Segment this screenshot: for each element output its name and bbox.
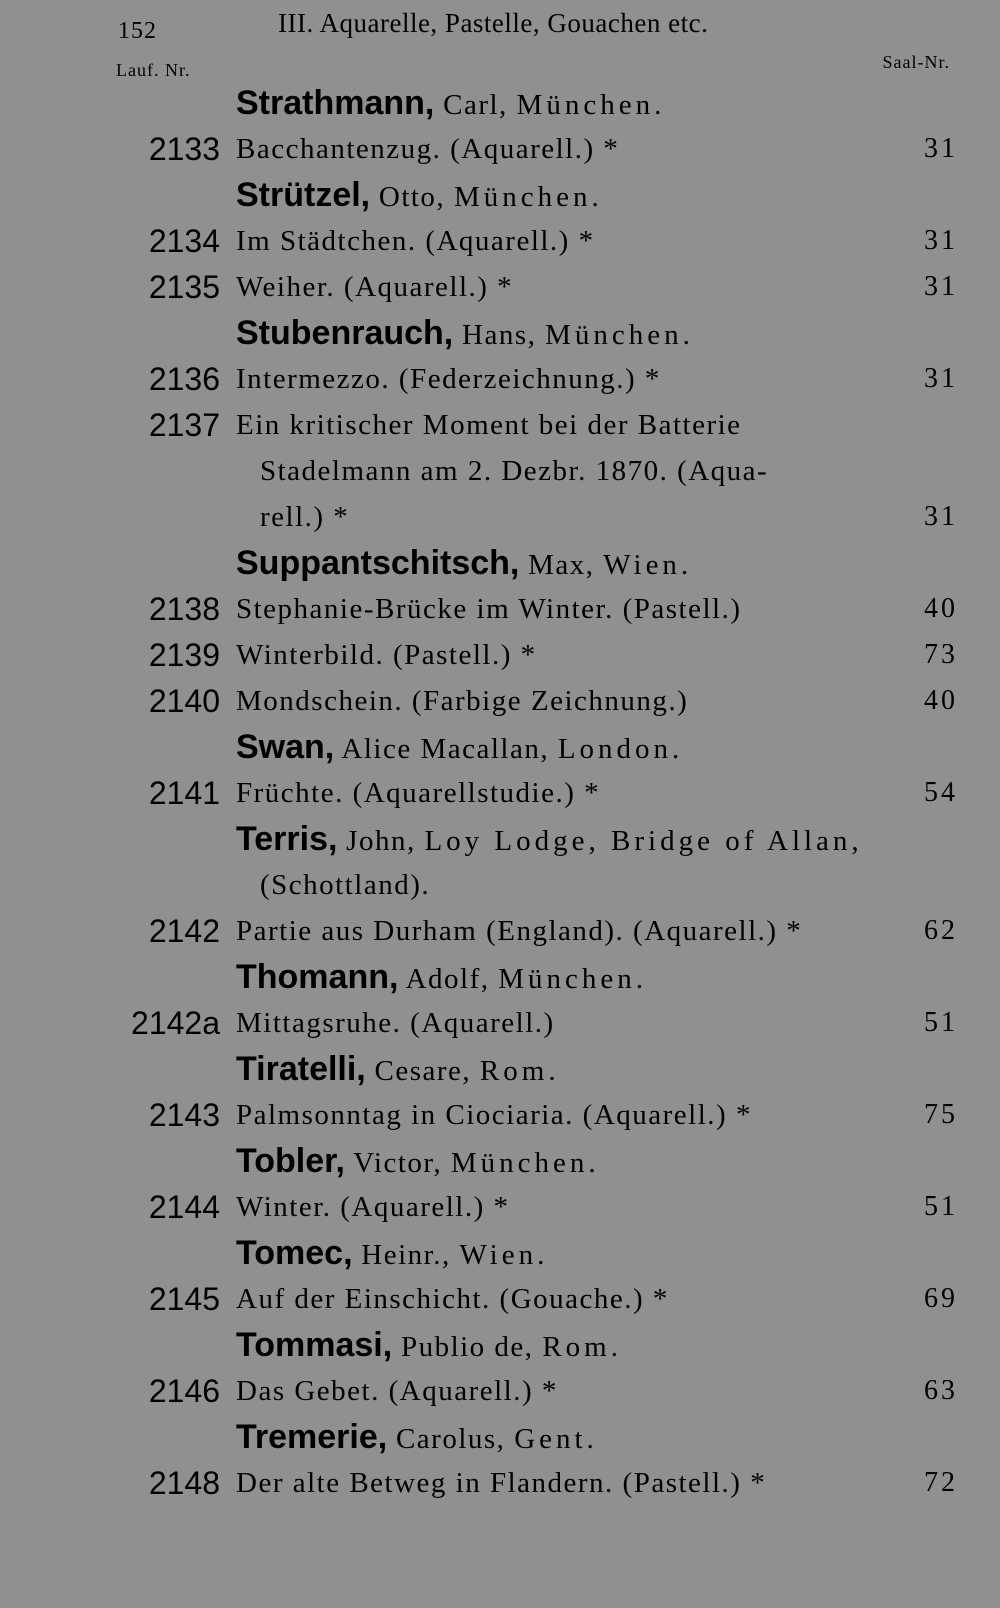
artist-given-name: Victor, — [353, 1147, 443, 1179]
catalog-entry — [0, 1184, 1000, 1230]
artist-name: Strützel, — [236, 176, 371, 214]
catalog-entry — [0, 402, 1000, 448]
artist-name: Tobler, — [236, 1142, 345, 1180]
artist-name: Terris, — [236, 820, 338, 858]
artist-place: Rom. — [479, 1055, 560, 1087]
entry-title: Stephanie-Brücke im Winter. (Pastell.) — [236, 593, 742, 625]
artist-name: Strathmann, — [236, 84, 435, 122]
artist-heading — [0, 1414, 1000, 1460]
catalog-entry — [0, 1460, 1000, 1506]
artist-given-name: Cesare, — [374, 1055, 472, 1087]
entry-title: Winterbild. (Pastell.) * — [236, 639, 537, 671]
catalog-entry — [0, 586, 1000, 632]
artist-name: Tiratelli, — [236, 1050, 366, 1088]
saal-number: 51 — [924, 1191, 958, 1222]
artist-given-name: Hans, — [462, 319, 537, 351]
entry-number: 2139 — [148, 637, 220, 673]
artist-name: Tomec, — [236, 1234, 353, 1272]
saal-number: 72 — [924, 1467, 958, 1498]
entry-title: Im Städtchen. (Aquarell.) * — [236, 225, 595, 257]
artist-place: London. — [557, 733, 684, 765]
artist-heading — [0, 540, 1000, 586]
entry-continuation — [0, 494, 1000, 540]
entry-number: 2144 — [148, 1189, 220, 1225]
catalog-entry — [0, 1276, 1000, 1322]
entry-title: Palmsonntag in Ciociaria. (Aquarell.) * — [236, 1099, 752, 1131]
artist-heading — [0, 310, 1000, 356]
artist-heading — [0, 1322, 1000, 1368]
entry-title: Weiher. (Aquarell.) * — [236, 271, 514, 303]
entry-title: Mittagsruhe. (Aquarell.) — [236, 1007, 555, 1039]
artist-place: München. — [545, 319, 694, 351]
catalog-entry — [0, 908, 1000, 954]
entry-title: Der alte Betweg in Flandern. (Pastell.) * — [236, 1467, 767, 1499]
entry-title: Ein kritischer Moment bei der Batterie — [236, 409, 742, 441]
continuation-text: Stadelmann am 2. Dezbr. 1870. (Aqua- — [260, 455, 769, 487]
saal-number: 31 — [924, 501, 958, 532]
artist-place: München. — [453, 181, 603, 213]
entry-number: 2142a — [131, 1005, 220, 1041]
artist-place: München. — [516, 89, 666, 121]
entry-number: 2138 — [148, 591, 220, 627]
catalog-entry — [0, 1368, 1000, 1414]
entry-number: 2140 — [148, 683, 220, 719]
catalog-entry — [0, 356, 1000, 402]
entry-number: 2143 — [148, 1097, 220, 1133]
artist-heading — [0, 724, 1000, 770]
artist-given-name: Carl, — [443, 89, 508, 121]
column-header-saal-nr: Saal-Nr. — [882, 52, 950, 72]
artist-given-name: Max, — [528, 549, 595, 581]
entry-title: Das Gebet. (Aquarell.) * — [236, 1375, 558, 1407]
saal-number: 75 — [924, 1099, 958, 1130]
continuation-text: rell.) * — [260, 501, 350, 533]
column-header-lauf-nr: Lauf. Nr. — [116, 60, 191, 80]
artist-place: Rom. — [542, 1331, 622, 1363]
artist-place: Loy Lodge, Bridge of Allan, — [424, 825, 863, 857]
catalog-entry — [0, 1000, 1000, 1046]
artist-given-name: Heinr., — [361, 1239, 451, 1271]
artist-name: Tremerie, — [236, 1418, 388, 1456]
artist-name: Suppantschitsch, — [236, 544, 520, 582]
artist-heading — [0, 80, 1000, 126]
artist-heading — [0, 1046, 1000, 1092]
entry-continuation — [0, 862, 1000, 908]
page-number: 152 — [118, 18, 157, 44]
artist-place: Wien. — [459, 1239, 549, 1271]
artist-place: München. — [498, 963, 648, 995]
continuation-text: (Schottland). — [260, 869, 431, 901]
saal-number: 69 — [924, 1283, 958, 1314]
artist-given-name: Adolf, — [405, 963, 490, 995]
entry-continuation — [0, 448, 1000, 494]
entry-title: Bacchantenzug. (Aquarell.) * — [236, 133, 620, 165]
saal-number: 31 — [924, 363, 958, 394]
entry-title: Partie aus Durham (England). (Aquarell.) * — [236, 915, 803, 947]
artist-given-name: John, — [346, 825, 416, 857]
artist-place: Wien. — [603, 549, 693, 581]
entry-number: 2146 — [148, 1373, 220, 1409]
artist-given-name: Carolus, — [395, 1423, 506, 1455]
artist-heading — [0, 1230, 1000, 1276]
artist-given-name: Otto, — [378, 181, 446, 213]
saal-number: 40 — [924, 593, 958, 624]
entry-number: 2133 — [148, 131, 220, 167]
saal-number: 63 — [924, 1375, 958, 1406]
saal-number: 62 — [924, 915, 958, 946]
saal-number: 73 — [924, 639, 958, 670]
artist-heading — [0, 1138, 1000, 1184]
entry-title: Winter. (Aquarell.) * — [236, 1191, 510, 1223]
artist-given-name: Alice Macallan, — [341, 733, 550, 765]
saal-number: 31 — [924, 225, 958, 256]
section-title: III. Aquarelle, Pastelle, Gouachen etc. — [278, 8, 709, 38]
saal-number: 31 — [924, 271, 958, 302]
artist-heading — [0, 816, 1000, 862]
artist-given-name: Publio de, — [400, 1331, 534, 1363]
entry-number: 2141 — [148, 775, 220, 811]
artist-name: Thomann, — [236, 958, 399, 996]
artist-heading — [0, 172, 1000, 218]
catalog-entry — [0, 632, 1000, 678]
entry-number: 2134 — [148, 223, 220, 259]
entry-title: Intermezzo. (Federzeichnung.) * — [236, 363, 661, 395]
catalog-entry — [0, 1092, 1000, 1138]
entry-title: Mondschein. (Farbige Zeichnung.) — [236, 685, 689, 717]
artist-heading — [0, 954, 1000, 1000]
entry-number: 2136 — [148, 361, 220, 397]
saal-number: 51 — [924, 1007, 958, 1038]
catalog-entry — [0, 264, 1000, 310]
entry-title: Auf der Einschicht. (Gouache.) * — [236, 1283, 669, 1315]
artist-name: Stubenrauch, — [236, 314, 454, 352]
entry-title: Früchte. (Aquarellstudie.) * — [236, 777, 601, 809]
catalog-entry — [0, 126, 1000, 172]
entry-number: 2145 — [148, 1281, 220, 1317]
artist-place: München. — [450, 1147, 600, 1179]
artist-name: Tommasi, — [236, 1326, 393, 1364]
catalog-entry — [0, 218, 1000, 264]
catalog-entry — [0, 678, 1000, 724]
saal-number: 54 — [924, 777, 958, 808]
artist-name: Swan, — [236, 728, 335, 766]
entry-number: 2148 — [148, 1465, 220, 1501]
saal-number: 31 — [924, 133, 958, 164]
artist-place: Gent. — [514, 1423, 598, 1455]
saal-number: 40 — [924, 685, 958, 716]
entry-number: 2137 — [148, 407, 220, 443]
entry-number: 2135 — [148, 269, 220, 305]
catalog-entry — [0, 770, 1000, 816]
entry-number: 2142 — [148, 913, 220, 949]
